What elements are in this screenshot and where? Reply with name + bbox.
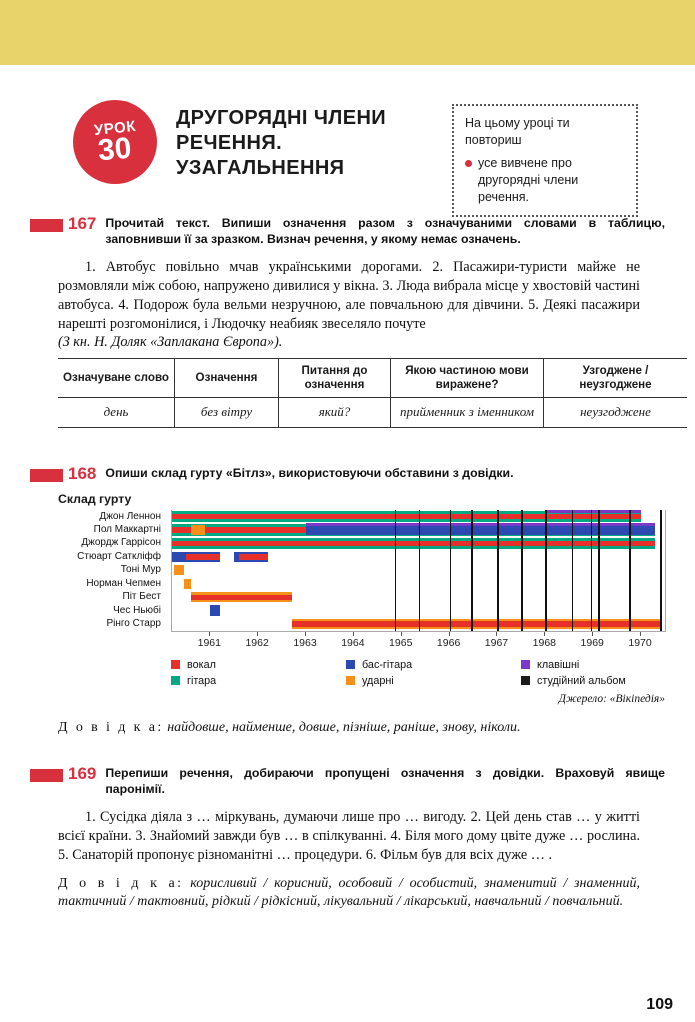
exercise-168-reference [58,719,640,738]
exercise-169-text-block [58,808,640,865]
legend-label: ударні [362,674,394,687]
studio-album-marker [591,510,593,631]
objectives-bullet-text: усе вивчене про другорядні члени речення. [478,155,579,204]
table-cell: неузгоджене [544,398,688,428]
exercise-169-number: 169 [68,764,97,783]
table-row [58,398,687,428]
legend-label: вокал [187,658,216,671]
exercise-169-text: 1. Сусідка діяла з … міркувань, думаючи лише про … вигоду. 2. Цей день став … у житті всієї країни. 3. Знайомий завжди був … в спілкуванні. 4. Біля мого дому цвіте дуже … рослина. 5. Санаторій пропонує різноманітні … процедури. 6. Фільм був для всіх дуже … . [58,808,640,863]
axis-tick [353,632,354,636]
axis-tick-label: 1965 [389,636,413,649]
exercise-168 [30,465,665,738]
studio-album-marker [419,510,421,631]
chart-bar-segment [172,541,655,546]
axis-tick [640,632,641,636]
chart-bar-segment [191,525,205,535]
table-col-header: Означуване слово [58,359,175,398]
legend-label: гітара [187,674,217,687]
axis-tick [496,632,497,636]
axis-tick [209,632,210,636]
beatles-timeline-chart [30,510,665,715]
legend-item [171,657,346,673]
axis-tick-label: 1964 [341,636,365,649]
studio-album-marker [545,510,547,631]
legend-column [521,657,666,689]
reference-text: корисливий / корисний, особовий / особистий, знаменитий / знаменний, тактичний / тактовний, рідкий / рідкісний, лікувальний / лікарський, навчальний / повчальний. [58,875,640,910]
page-number: 109 [646,996,673,1013]
exercise-169-reference [58,875,640,913]
table-col-header: Означення [175,359,279,398]
chart-category-label: Рінго Старр [106,618,161,630]
exercise-168-number: 168 [68,464,97,483]
top-color-band [0,0,695,65]
chart-bar-segment [191,595,292,600]
chart-category-labels [30,510,166,631]
objectives-lead: На цьому уроці ти повториш [465,116,570,147]
studio-album-marker [521,510,523,631]
axis-tick-label: 1970 [628,636,652,649]
chart-bar-segment [186,554,220,559]
chart-bar-segment [184,579,191,589]
axis-tick-label: 1967 [484,636,509,649]
axis-tick-label: 1961 [197,636,221,649]
legend-item [521,657,666,673]
reference-label: Д о в і д к а: [58,875,184,891]
axis-tick-label: 1963 [293,636,317,649]
legend-label: бас-гітара [362,658,413,671]
studio-album-marker [629,510,631,631]
chart-category-label: Стюарт Саткліфф [77,550,161,562]
exercise-169 [30,765,665,912]
axis-tick [449,632,450,636]
exercise-167 [30,215,665,428]
exercise-169-head [30,765,665,798]
reference-text: найдовше, найменше, довше, пізніше, раніше, знову, ніколи. [167,719,521,735]
exercise-marker [30,469,63,482]
chart-category-label: Тоні Мур [120,564,161,576]
table-cell: який? [279,398,391,428]
studio-album-marker [572,510,574,631]
legend-swatch [171,660,180,669]
exercise-167-text-block [58,258,640,352]
lesson-number: 30 [96,131,134,167]
objectives-box [452,104,638,217]
chart-source: Джерело: «Вікіпедія» [558,692,665,705]
axis-tick-label: 1966 [436,636,461,649]
page-content [0,65,695,1022]
exercise-marker [30,219,63,232]
legend-swatch [346,676,355,685]
exercise-169-task: Перепиши речення, добираючи пропущені означення з довідки. Враховуй явище паронімії. [105,766,665,797]
chart-category-label: Пол Маккартні [93,524,161,535]
chart-bar-segment [306,523,655,526]
axis-tick [305,632,306,636]
legend-column [346,657,521,689]
lesson-header [0,85,695,210]
legend-label: студійний альбом [537,674,626,687]
chart-category-label: Джон Леннон [99,510,161,522]
axis-tick [544,632,545,636]
table-col-header: Питання до означення [279,359,391,398]
chart-category-label: Чес Ньюбі [113,604,161,616]
page-title: ДРУГОРЯДНІ ЧЛЕНИ РЕЧЕННЯ. УЗАГАЛЬНЕННЯ [176,107,387,179]
legend-item [346,657,521,673]
studio-album-marker [598,510,600,631]
exercise-167-text: 1. Автобус повільно мчав українськими дорогами. 2. Пасажири-туристи майже не розмовляли між собою, напружено дивилися у вікна. 3. Люда вибрала місце у хвостовій частині автобуса. 4. Подорож була вельми незручною, але повчальною для дівчини. 5. Деякі пасажири нарешті розгомонілися, і Людочку неабияк звеселяло почуте [58,258,640,332]
chart-legend [171,657,666,689]
lesson-word: УРОК [93,117,137,139]
chart-title: Склад гурту [58,491,132,506]
legend-item [171,673,346,689]
table-cell: без вітру [175,398,279,428]
chart-bar-segment [174,565,184,575]
axis-tick [257,632,258,636]
table-col-header: Якою частиною мови виражене? [391,359,544,398]
chart-bar-segment [210,605,220,616]
exercise-marker [30,769,63,782]
legend-item [346,673,521,689]
objectives-bullet-row [465,155,625,206]
chart-category-label: Піт Бест [122,591,161,603]
table-header-row [58,359,687,398]
legend-column [171,657,346,689]
legend-swatch [521,676,530,685]
definitions-table [58,358,687,427]
table-cell: прийменник з іменником [391,398,544,428]
legend-item [521,673,666,689]
studio-album-marker [450,510,452,631]
legend-swatch [171,676,180,685]
legend-swatch [346,660,355,669]
bullet-dot-icon [465,160,472,167]
studio-album-marker [395,510,397,631]
exercise-168-head [30,465,665,483]
chart-category-label: Норман Чепмен [86,577,161,589]
legend-swatch [521,660,530,669]
axis-tick-label: 1969 [580,636,604,649]
studio-album-marker [497,510,499,631]
lesson-badge [73,100,157,184]
studio-album-marker [471,510,473,631]
chart-bar-segment [239,554,268,559]
chart-plot-area [171,510,666,632]
exercise-167-head [30,215,665,248]
studio-album-marker [660,510,662,631]
chart-bar-segment [545,510,641,513]
exercise-167-source: (З кн. Н. Доляк «Заплакана Європа»). [58,334,283,351]
reference-label: Д о в і д к а: [58,719,164,735]
axis-tick [401,632,402,636]
exercise-167-number: 167 [68,214,97,233]
chart-bar-segment [306,525,655,536]
chart-category-label: Джордж Гаррісон [81,537,161,549]
axis-tick [592,632,593,636]
legend-label: клавішні [537,658,580,671]
exercise-168-task: Опиши склад гурту «Бітлз», використовуючи обставини з довідки. [105,466,514,480]
exercise-167-task: Прочитай текст. Випиши означення разом з означуваними словами в таблицю, заповнивши її за зразком. Визнач речення, у якому немає означень. [105,216,665,247]
chart-x-axis [171,632,666,652]
axis-tick-label: 1968 [532,636,557,649]
table-col-header: Узгоджене / неузгоджене [544,359,688,398]
table-cell: день [58,398,175,428]
axis-tick-label: 1962 [245,636,269,649]
chart-bar-segment [292,621,661,626]
